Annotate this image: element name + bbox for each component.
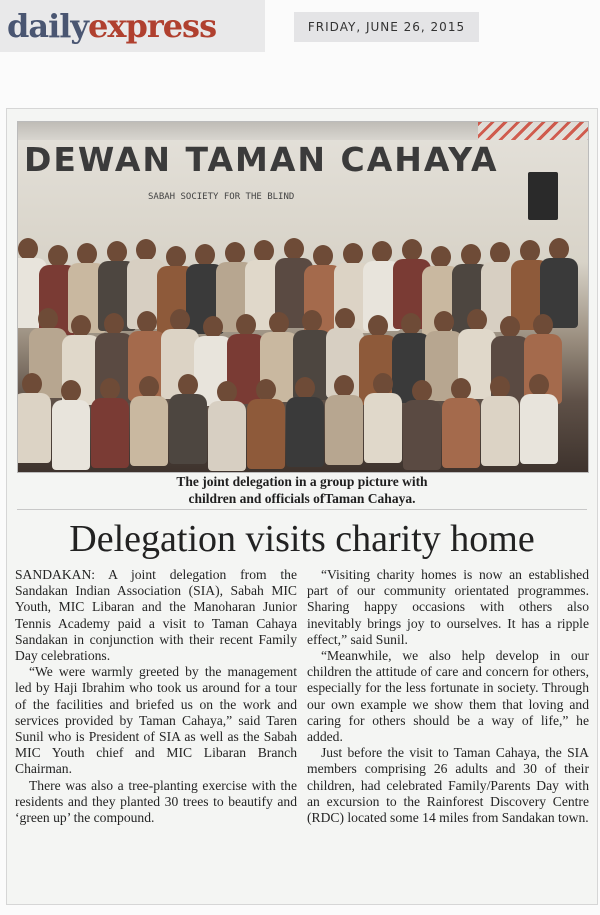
group-photo [17,121,589,473]
person-head [401,313,421,335]
person-head [203,316,223,338]
paragraph: Just before the visit to Taman Cahaya, the SIA members comprising 26 adults and 30 of their children, had celebrated Family/Parents Day with an excursion to the Rainforest Discovery Centre (RDC) located some 14 miles from Sandakan town. [307,745,589,826]
person-head [71,315,91,337]
person-head [22,373,42,395]
building-sign: DEWAN TAMAN CAHAYA [24,140,499,179]
person-head [137,311,157,333]
person-head [402,239,422,261]
paragraph: SANDAKAN: A joint delegation from the Sandakan Indian Association (SIA), Sabah MIC Youth, MIC Libaran and the Manoharan Junior Tennis Academy paid a visit to Taman Cahaya Sandakan in conjunction with their recent Family Day celebrations. [15,567,297,664]
person-silhouette [364,373,402,463]
person-head [334,375,354,397]
person-body [91,398,129,468]
person-head [38,308,58,330]
building-sub-sign: SABAH SOCIETY FOR THE BLIND [148,192,295,202]
caption-divider [17,509,587,510]
person-head [100,378,120,400]
person-head [170,309,190,331]
person-head [533,314,553,336]
headline: Delegation visits charity home [69,518,535,560]
paragraph: There was also a tree-planting exercise with the residents and they planted 30 trees to beautify and ‘green up’ the compound. [15,777,297,826]
person-silhouette [442,378,480,468]
person-body [442,398,480,468]
person-head [500,316,520,338]
person-silhouette [208,381,246,471]
person-head [368,315,388,337]
person-head [104,313,124,335]
article-body [15,567,589,897]
person-body [208,401,246,471]
person-body [52,400,90,470]
person-head [195,244,215,266]
person-silhouette [52,380,90,470]
person-head [372,241,392,263]
person-head [461,244,481,266]
newspaper-logo [7,8,216,44]
person-head [166,246,186,268]
caption-line-1: The joint delegation in a group picture with [176,474,428,489]
person-silhouette [17,373,51,463]
paragraph: “Meanwhile, we also help develop in our children the attitude of care and concern for others, especially for the less fortunate in society. Through our own example we show them that loving and caring for others should be a way of life,” he added. [307,648,589,745]
person-head [178,374,198,396]
caption-line-2: children and officials ofTaman Cahaya. [188,491,416,506]
photo-caption [7,473,597,507]
person-silhouette [481,376,519,466]
masthead [0,0,265,52]
person-silhouette [130,376,168,466]
person-head [412,380,432,402]
person-head [451,378,471,400]
logo-daily: daily [7,7,89,45]
person-head [529,374,549,396]
person-head [107,241,127,263]
person-head [302,310,322,332]
person-silhouette [91,378,129,468]
person-body [247,399,285,469]
group-of-people [18,202,588,472]
person-head [18,238,38,260]
person-body [403,400,441,470]
person-body [325,395,363,465]
person-head [136,239,156,261]
person-head [373,373,393,395]
person-silhouette [403,380,441,470]
person-head [335,308,355,330]
person-body [286,397,324,467]
person-body [169,394,207,464]
person-head [256,379,276,401]
person-head [549,238,569,260]
article-clipping [6,108,598,905]
person-body [17,393,51,463]
article-column-left [15,567,297,826]
person-silhouette [325,375,363,465]
person-body [520,394,558,464]
person-body [481,396,519,466]
person-silhouette [169,374,207,464]
person-head [343,243,363,265]
person-silhouette [247,379,285,469]
person-head [490,376,510,398]
dateline: FRIDAY, JUNE 26, 2015 [294,12,479,42]
person-silhouette [286,377,324,467]
person-head [269,312,289,334]
person-head [236,314,256,336]
person-head [48,245,68,267]
person-head [254,240,274,262]
person-head [295,377,315,399]
person-head [434,311,454,333]
person-head [77,243,97,265]
paragraph: “We were warmly greeted by the management led by Haji Ibrahim who took us around for a tour of the facilities and briefed us on the work and services provided by Taman Cahaya,” said Taren Sunil who is President of SIA as well as the Sabah MIC Youth chief and MIC Libaran Branch Chairman. [15,664,297,777]
person-silhouette [520,374,558,464]
person-head [490,242,510,264]
person-head [520,240,540,262]
person-head [467,309,487,331]
person-body [130,396,168,466]
person-head [217,381,237,403]
article-column-right [307,567,589,826]
paragraph: “Visiting charity homes is now an established part of our community orientated programmes. Sharing happy occasions with others also inevitably brings joy to ourselves. It has a ripple effect,” said Sunil. [307,567,589,647]
person-head [225,242,245,264]
logo-express: express [88,7,217,45]
person-body [364,393,402,463]
person-head [313,245,333,267]
person-head [431,246,451,268]
person-head [284,238,304,260]
photo-truss [478,122,588,140]
person-head [139,376,159,398]
person-head [61,380,81,402]
